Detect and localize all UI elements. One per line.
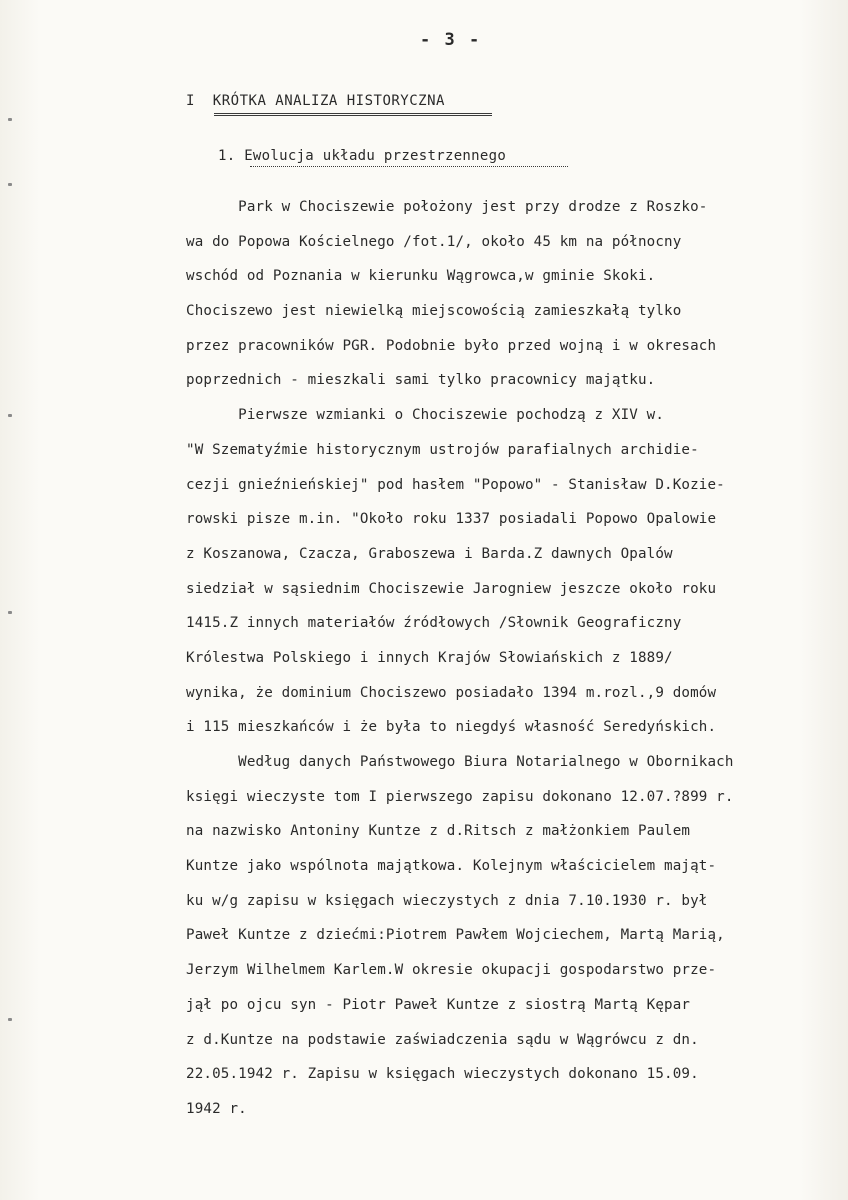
binder-hole-mark [8, 611, 12, 614]
text-line: z Koszanowa, Czacza, Graboszewa i Barda.Z dawnych Opalów [186, 545, 673, 562]
text-line: i 115 mieszkańców i że była to niegdyś własność Seredyńskich. [186, 719, 717, 736]
text-line: Według danych Państwowego Biura Notarialnego w Obornikach [186, 754, 734, 770]
text-line: wschód od Poznania w kierunku Wągrowca,w gminie Skoki. [186, 268, 656, 285]
text-line: "W Szematyźmie historycznym ustrojów parafialnych archidie- [186, 441, 699, 458]
text-line: wa do Popowa Kościelnego /fot.1/, około 45 km na północny [186, 233, 682, 250]
subsection-number: 1. [218, 148, 236, 164]
section-heading [186, 93, 445, 109]
text-line: na nazwisko Antoniny Kuntze z d.Ritsch z małżonkiem Paulem [186, 823, 691, 840]
text-line: Chociszewo jest niewielką miejscowością zamieszkałą tylko [186, 303, 682, 320]
text-line: księgi wieczyste tom I pierwszego zapisu dokonano 12.07.?899 r. [186, 788, 734, 805]
text-line: Jerzym Wilhelmem Karlem.W okresie okupacji gospodarstwo prze- [186, 962, 717, 979]
section-title: KRÓTKA ANALIZA HISTORYCZNA [212, 93, 445, 109]
binder-hole-mark [8, 118, 12, 121]
text-line: Paweł Kuntze z dziećmi:Piotrem Pawłem Wojciechem, Martą Marią, [186, 927, 725, 944]
binder-hole-mark [8, 414, 12, 417]
text-line: ku w/g zapisu w księgach wieczystych z dnia 7.10.1930 r. był [186, 892, 708, 909]
section-number: I [186, 93, 195, 109]
page-number: - 3 - [420, 30, 482, 50]
text-line: rowski pisze m.in. "Około roku 1337 posiadali Popowo Opalowie [186, 511, 717, 528]
binder-hole-mark [8, 1018, 12, 1021]
text-line: 1415.Z innych materiałów źródłowych /Słownik Geograficzny [186, 615, 682, 632]
body-text [186, 190, 846, 1127]
text-line: jął po ojcu syn - Piotr Paweł Kuntze z siostrą Martą Kępar [186, 996, 691, 1013]
binder-hole-mark [8, 183, 12, 186]
text-line: 1942 r. [186, 1100, 247, 1117]
text-line: cezji gnieźnieńskiej" pod hasłem "Popowo" - Stanisław D.Kozie- [186, 476, 725, 493]
section-underline [214, 113, 492, 116]
text-line: Park w Chociszewie położony jest przy drodze z Roszko- [186, 199, 708, 215]
text-line: z d.Kuntze na podstawie zaświadczenia sądu w Wągrówcu z dn. [186, 1031, 699, 1048]
subsection-underline [250, 166, 568, 167]
text-line: Królestwa Polskiego i innych Krajów Słowiańskich z 1889/ [186, 649, 673, 666]
text-line: poprzednich - mieszkali sami tylko pracownicy majątku. [186, 372, 656, 389]
text-line: wynika, że dominium Chociszewo posiadało 1394 m.rozl.,9 domów [186, 684, 717, 701]
text-line: 22.05.1942 r. Zapisu w księgach wieczystych dokonano 15.09. [186, 1066, 699, 1083]
text-line: Kuntze jako wspólnota majątkowa. Kolejnym właścicielem mająt- [186, 858, 717, 875]
text-line: przez pracowników PGR. Podobnie było przed wojną i w okresach [186, 337, 717, 354]
subsection-heading [218, 148, 506, 164]
text-line: Pierwsze wzmianki o Chociszewie pochodzą z XIV w. [186, 407, 665, 424]
subsection-title: Ewolucja układu przestrzennego [244, 148, 507, 164]
text-line: siedział w sąsiednim Chociszewie Jarogniew jeszcze około roku [186, 580, 717, 597]
